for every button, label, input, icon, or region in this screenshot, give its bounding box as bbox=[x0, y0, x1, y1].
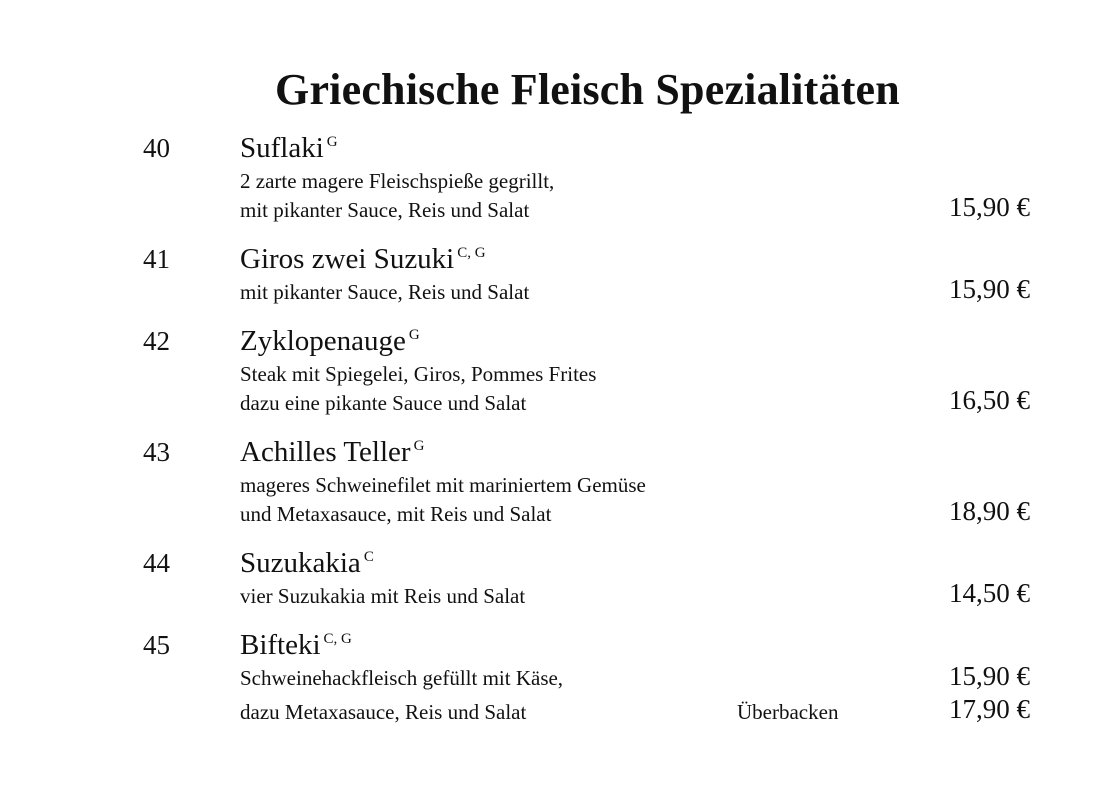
item-price: 16,50 € bbox=[949, 385, 1030, 415]
item-number: 41 bbox=[143, 244, 170, 274]
item-price: 18,90 € bbox=[949, 496, 1030, 526]
item-description: Steak mit Spiegelei, Giros, Pommes Frites bbox=[240, 362, 597, 386]
item-number: 44 bbox=[143, 548, 170, 578]
allergen-codes: C, G bbox=[457, 245, 486, 261]
item-name bbox=[240, 630, 352, 660]
allergen-codes: G bbox=[408, 327, 420, 343]
variant-label: Überbacken bbox=[737, 700, 839, 724]
item-name-text: Giros zwei Suzuki bbox=[240, 243, 455, 275]
item-name-text: Suflaki bbox=[240, 132, 324, 164]
item-price: 14,50 € bbox=[949, 578, 1030, 608]
variant-price: 17,90 € bbox=[949, 694, 1030, 724]
item-description: Schweinehackfleisch gefüllt mit Käse, bbox=[240, 666, 564, 690]
item-description: dazu Metaxasauce, Reis und Salat bbox=[240, 700, 527, 724]
item-name bbox=[240, 133, 338, 163]
item-name-text: Bifteki bbox=[240, 629, 321, 661]
item-name-text: Suzukakia bbox=[240, 547, 361, 579]
item-name bbox=[240, 437, 424, 467]
item-name bbox=[240, 548, 374, 578]
item-price: 15,90 € bbox=[949, 192, 1030, 222]
allergen-codes: C, G bbox=[323, 631, 352, 647]
item-description: und Metaxasauce, mit Reis und Salat bbox=[240, 502, 552, 526]
item-description: mageres Schweinefilet mit mariniertem Gemüse bbox=[240, 473, 646, 497]
item-description: mit pikanter Sauce, Reis und Salat bbox=[240, 198, 530, 222]
item-number: 42 bbox=[143, 326, 170, 356]
item-price: 15,90 € bbox=[949, 661, 1030, 691]
item-name bbox=[240, 244, 486, 274]
item-number: 40 bbox=[143, 133, 170, 163]
item-name bbox=[240, 326, 420, 356]
item-price: 15,90 € bbox=[949, 274, 1030, 304]
item-description: vier Suzukakia mit Reis und Salat bbox=[240, 584, 526, 608]
item-description: 2 zarte magere Fleischspieße gegrillt, bbox=[240, 169, 555, 193]
allergen-codes: G bbox=[326, 134, 338, 150]
item-name-text: Zyklopenauge bbox=[240, 325, 406, 357]
allergen-codes: G bbox=[413, 438, 425, 454]
allergen-codes: C bbox=[363, 549, 374, 565]
item-number: 45 bbox=[143, 630, 170, 660]
item-description: mit pikanter Sauce, Reis und Salat bbox=[240, 280, 530, 304]
page-title: Griechische Fleisch Spezialitäten bbox=[275, 65, 900, 114]
item-number: 43 bbox=[143, 437, 170, 467]
item-name-text: Achilles Teller bbox=[240, 436, 411, 468]
item-description: dazu eine pikante Sauce und Salat bbox=[240, 391, 527, 415]
